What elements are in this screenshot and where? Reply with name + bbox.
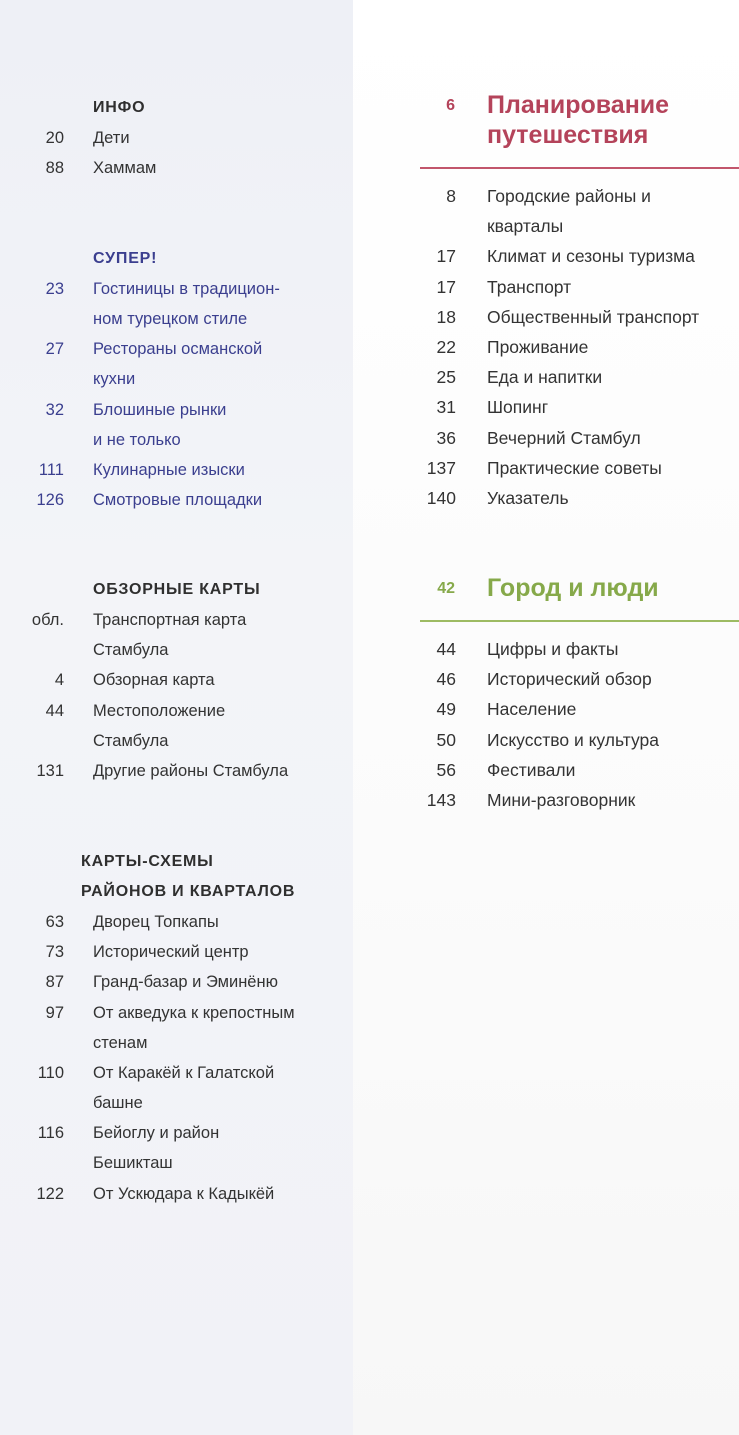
toc-page-number: 4 bbox=[54, 671, 64, 690]
toc-entry-title: Дворец Топкапы bbox=[93, 913, 219, 931]
toc-page-number: 31 bbox=[436, 397, 456, 418]
section-title-super: СУПЕР! bbox=[93, 250, 158, 267]
toc-page-number: 50 bbox=[436, 729, 456, 750]
toc-page-number: 140 bbox=[426, 488, 456, 508]
toc-page-number: 17 bbox=[436, 276, 456, 297]
toc-entry-title: От акведука к крепостным стенам bbox=[93, 1003, 295, 1052]
toc-entry-title: Исторический обзор bbox=[487, 669, 652, 690]
toc-entry-title: Мини-разговорник bbox=[487, 790, 636, 810]
toc-entry-title: Блошиные рынки и не только bbox=[93, 400, 227, 449]
toc-page-number: 88 bbox=[45, 159, 64, 178]
city-title: Город и люди bbox=[487, 574, 659, 602]
toc-page-number: 44 bbox=[45, 701, 64, 720]
planning-title-line1: Планирование bbox=[487, 91, 670, 119]
toc-entry-title: Бейоглу и район Бешикташ bbox=[93, 1124, 220, 1173]
toc-page-number: 111 bbox=[38, 461, 64, 480]
toc-page-number: 87 bbox=[45, 973, 64, 992]
toc-page-number: 23 bbox=[45, 280, 64, 298]
toc-page-number: 20 bbox=[45, 129, 64, 147]
section-title-district-maps-line1: КАРТЫ-СХЕМЫ bbox=[81, 853, 214, 870]
toc-page-number: 122 bbox=[36, 1184, 64, 1203]
section-title-district-maps-line2: РАЙОНОВ И КВАРТАЛОВ bbox=[81, 883, 296, 900]
toc-entry-title: Общественный транспорт bbox=[487, 306, 700, 327]
planning-title-line2: путешествия bbox=[487, 121, 649, 149]
toc-entry-title: Климат и сезоны туризма bbox=[487, 246, 695, 267]
toc-page-number: 131 bbox=[36, 762, 64, 780]
toc-entry-title: Городские районы и кварталы bbox=[487, 186, 651, 236]
toc-page-number: 97 bbox=[45, 1003, 64, 1022]
toc-entry-title: Еда и напитки bbox=[487, 367, 603, 388]
toc-entry-title: Фестивали bbox=[487, 759, 576, 780]
toc-entry-title: Хаммам bbox=[93, 159, 157, 178]
toc-page-number: 143 bbox=[426, 790, 456, 810]
planning-divider bbox=[420, 167, 739, 169]
toc-entry-title: Указатель bbox=[487, 488, 569, 508]
toc-entry-title: Рестораны османской кухни bbox=[93, 340, 263, 389]
toc-entry-title: Гранд-базар и Эминёню bbox=[93, 973, 278, 992]
toc-page-number: 46 bbox=[436, 669, 456, 690]
toc-entry-title: От Ускюдара к Кадыкёй bbox=[93, 1184, 275, 1203]
toc-entry-title: Цифры и факты bbox=[487, 639, 619, 659]
toc-entry-title: Смотровые площадки bbox=[93, 491, 263, 510]
city-divider bbox=[420, 620, 739, 622]
toc-page-number: 49 bbox=[436, 699, 456, 720]
city-page-number: 42 bbox=[437, 580, 455, 597]
toc-page-number: 126 bbox=[36, 491, 64, 510]
toc-entry-title: Вечерний Стамбул bbox=[487, 427, 641, 448]
toc-page-number: 73 bbox=[45, 943, 64, 962]
toc-entry-title: Проживание bbox=[487, 337, 589, 357]
toc-entry-title: Практические советы bbox=[487, 457, 662, 478]
toc-page-number: 27 bbox=[45, 340, 64, 359]
toc-page-number: 18 bbox=[436, 306, 456, 327]
toc-entry-title: Шопинг bbox=[487, 397, 549, 418]
planning-page-number: 6 bbox=[446, 97, 455, 114]
toc-entry-title: От Каракёй к Галатской башне bbox=[93, 1064, 275, 1112]
toc-entry-title: Транспорт bbox=[487, 276, 572, 297]
toc-entry-title: Транспортная карта Стамбула bbox=[93, 611, 247, 659]
toc-entry-title: Дети bbox=[93, 129, 130, 147]
toc-entry-title: Гостиницы в традицион- ном турецком стиле bbox=[93, 280, 280, 328]
toc-page-number: 110 bbox=[37, 1064, 64, 1082]
toc-entry-title: Исторический центр bbox=[93, 943, 249, 962]
toc-page-number: 25 bbox=[436, 367, 456, 388]
toc-page-number: 17 bbox=[436, 246, 456, 267]
toc-entry-title: Искусство и культура bbox=[487, 729, 659, 750]
section-title-overview-maps: ОБЗОРНЫЕ КАРТЫ bbox=[93, 581, 261, 598]
toc-page-number: 56 bbox=[436, 759, 456, 780]
toc-page-number: 137 bbox=[426, 457, 456, 478]
toc-page-number: 36 bbox=[436, 427, 456, 448]
toc-entry-title: Обзорная карта bbox=[93, 671, 215, 690]
toc-page-number: 8 bbox=[446, 186, 456, 206]
toc-page-number: обл. bbox=[31, 611, 64, 629]
section-title-info: ИНФО bbox=[93, 99, 146, 116]
toc-entry-title: Местоположение Стамбула bbox=[93, 701, 226, 750]
toc-entry-title: Другие районы Стамбула bbox=[93, 762, 289, 780]
toc-page-number: 63 bbox=[45, 913, 64, 931]
toc-entry-title: Кулинарные изыски bbox=[93, 461, 245, 480]
toc-page-number: 44 bbox=[436, 639, 456, 659]
toc-page-number: 32 bbox=[45, 400, 64, 419]
toc-entry-title: Население bbox=[487, 699, 577, 720]
toc-page-number: 116 bbox=[37, 1124, 64, 1143]
toc-page-number: 22 bbox=[436, 337, 456, 357]
